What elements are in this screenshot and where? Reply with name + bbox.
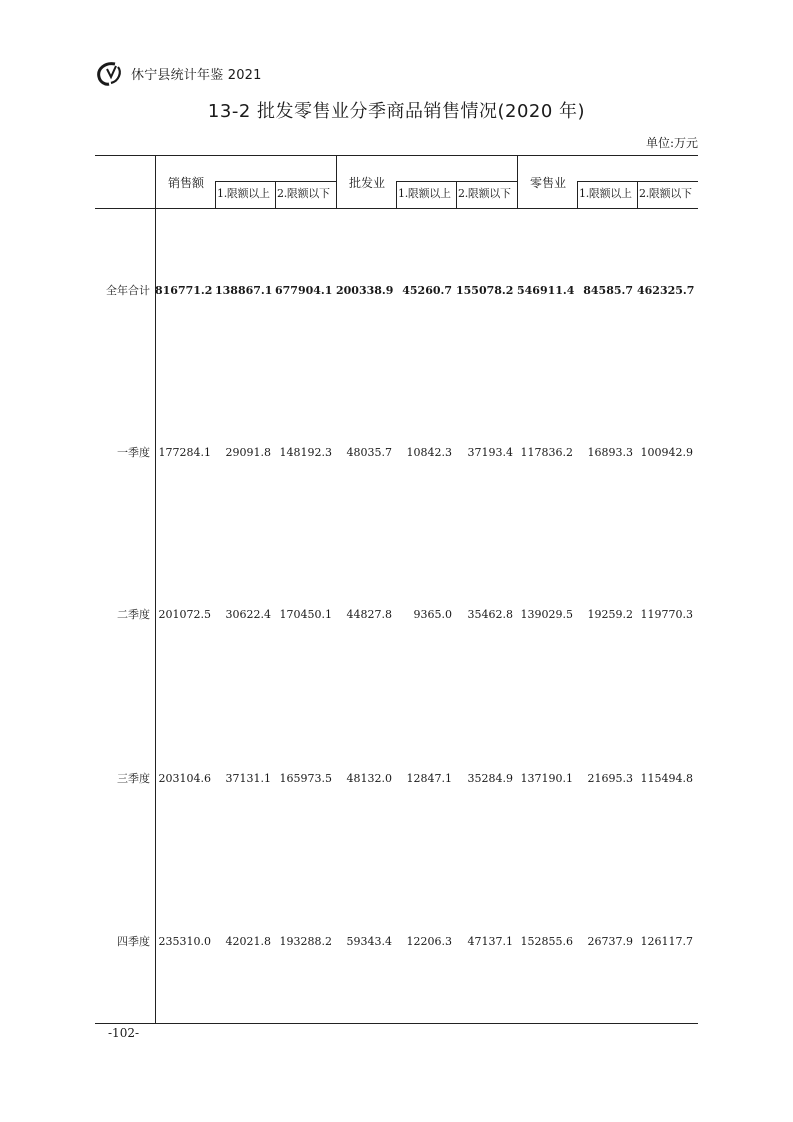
cell-value: 100942.9	[640, 446, 693, 459]
cell-value: 29091.8	[225, 446, 271, 459]
row-label-q4: 四季度	[117, 935, 150, 948]
cell-value: 119770.3	[640, 608, 693, 621]
column-header-retail: 零售业	[530, 176, 567, 190]
cell-value: 177284.1	[158, 446, 211, 459]
row-label-q1: 一季度	[117, 446, 150, 459]
cell-value: 203104.6	[158, 772, 211, 785]
page-number: -102-	[108, 1026, 140, 1040]
cell-value: 170450.1	[279, 608, 332, 621]
column-header-sales: 销售额	[168, 176, 205, 190]
cell-value: 816771.2	[155, 284, 213, 297]
cell-value: 139029.5	[520, 608, 573, 621]
cell-value: 152855.6	[520, 935, 573, 948]
header-rule	[577, 181, 578, 208]
cell-value: 16893.3	[587, 446, 633, 459]
header-rule	[456, 181, 457, 208]
cell-value: 9365.0	[413, 608, 452, 621]
cell-value: 193288.2	[279, 935, 332, 948]
cell-value: 59343.4	[346, 935, 392, 948]
cell-value: 137190.1	[520, 772, 573, 785]
table-bottom-rule	[95, 1023, 698, 1024]
cell-value: 117836.2	[520, 446, 573, 459]
column-header-above-quota: 1.限额以上	[579, 187, 632, 200]
cell-value: 45260.7	[402, 284, 452, 297]
cell-value: 44827.8	[346, 608, 392, 621]
cell-value: 462325.7	[637, 284, 695, 297]
header-rule	[336, 155, 337, 208]
cell-value: 155078.2	[456, 284, 514, 297]
cell-value: 47137.1	[467, 935, 513, 948]
cell-value: 12847.1	[406, 772, 452, 785]
cell-value: 35462.8	[467, 608, 513, 621]
cell-value: 115494.8	[640, 772, 693, 785]
unit-label: 单位:万元	[645, 136, 698, 150]
cell-value: 200338.9	[336, 284, 394, 297]
cell-value: 148192.3	[279, 446, 332, 459]
cell-value: 201072.5	[158, 608, 211, 621]
cell-value: 30622.4	[225, 608, 271, 621]
cell-value: 84585.7	[583, 284, 633, 297]
row-label-annual-total: 全年合计	[106, 284, 150, 297]
cell-value: 48035.7	[346, 446, 392, 459]
cell-value: 35284.9	[467, 772, 513, 785]
header-rule	[517, 155, 518, 208]
cell-value: 48132.0	[346, 772, 392, 785]
column-header-below-quota: 2.限额以下	[639, 187, 692, 200]
header-rule	[275, 181, 276, 208]
yearbook-logo-icon	[95, 61, 125, 87]
column-header-below-quota: 2.限额以下	[277, 187, 330, 200]
cell-value: 10842.3	[406, 446, 452, 459]
cell-value: 235310.0	[158, 935, 211, 948]
row-label-q2: 二季度	[117, 608, 150, 621]
table-top-rule	[95, 155, 698, 156]
cell-value: 165973.5	[279, 772, 332, 785]
header-bottom-rule	[95, 208, 698, 209]
cell-value: 26737.9	[587, 935, 633, 948]
cell-value: 42021.8	[225, 935, 271, 948]
cell-value: 138867.1	[215, 284, 273, 297]
yearbook-title: 休宁县统计年鉴 2021	[131, 68, 262, 83]
cell-value: 21695.3	[587, 772, 633, 785]
column-header-above-quota: 1.限额以上	[398, 187, 451, 200]
table-title: 13-2 批发零售业分季商品销售情况(2020 年)	[207, 101, 586, 122]
column-header-below-quota: 2.限额以下	[458, 187, 511, 200]
column-header-above-quota: 1.限额以上	[217, 187, 270, 200]
cell-value: 677904.1	[275, 284, 333, 297]
cell-value: 126117.7	[640, 935, 693, 948]
header-rule	[637, 181, 638, 208]
cell-value: 37131.1	[225, 772, 271, 785]
cell-value: 546911.4	[517, 284, 575, 297]
header-rule	[396, 181, 397, 208]
column-header-wholesale: 批发业	[349, 176, 386, 190]
cell-value: 19259.2	[587, 608, 633, 621]
header-rule	[215, 181, 216, 208]
cell-value: 37193.4	[467, 446, 513, 459]
row-label-q3: 三季度	[117, 772, 150, 785]
cell-value: 12206.3	[406, 935, 452, 948]
